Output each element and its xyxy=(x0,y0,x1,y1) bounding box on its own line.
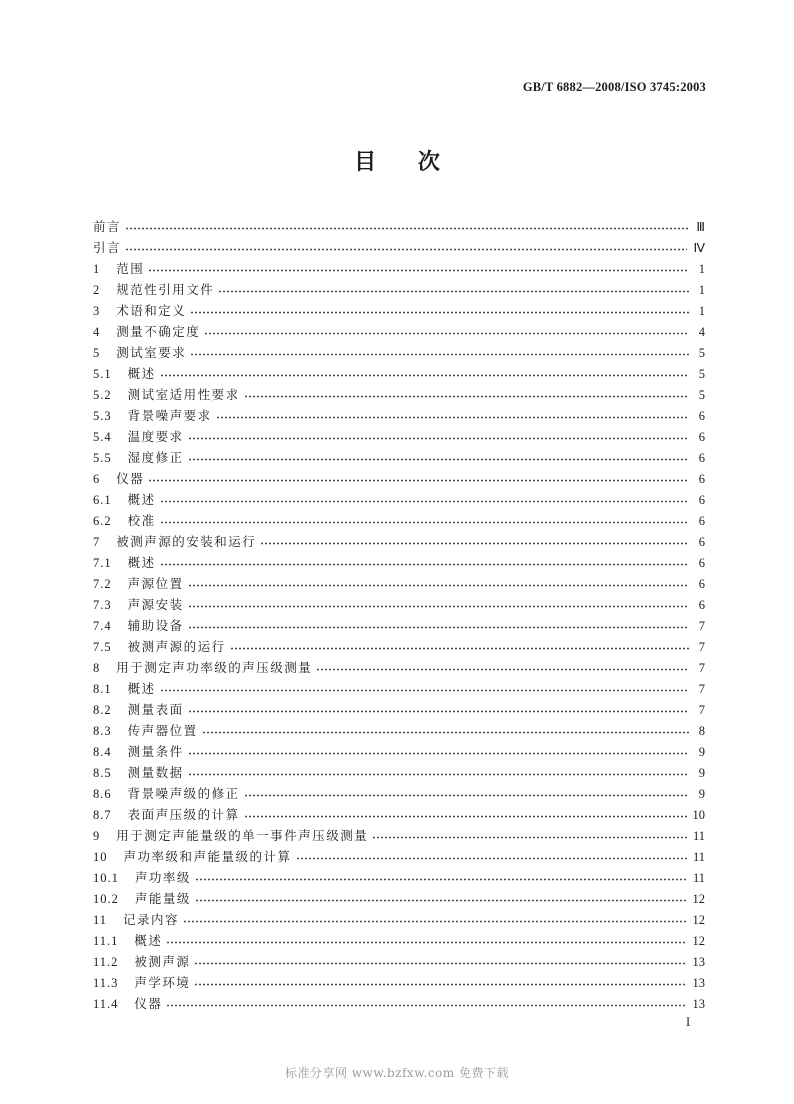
toc-entry xyxy=(93,594,705,615)
toc-entry-page: 6 xyxy=(698,556,705,570)
toc-entry-title: 概述 xyxy=(127,681,156,696)
dot-leader xyxy=(194,961,686,966)
toc-entry-number: 6 xyxy=(93,472,101,486)
toc-entry-number: 8.3 xyxy=(93,724,112,738)
dot-leader xyxy=(190,310,689,315)
toc-entry-number: 5.2 xyxy=(93,388,112,402)
toc-entry xyxy=(93,489,705,510)
toc-entry-number: 7.5 xyxy=(93,640,112,654)
toc-entry-number: 3 xyxy=(93,304,101,318)
toc-entry-page: 10 xyxy=(692,808,705,822)
toc-entry-page: 5 xyxy=(698,367,705,381)
toc-entry-title: 记录内容 xyxy=(123,912,180,927)
toc-entry-number: 5.5 xyxy=(93,451,112,465)
toc-entry-page: 8 xyxy=(698,724,705,738)
dot-leader xyxy=(204,331,689,336)
toc-entry xyxy=(93,888,705,909)
toc-entry-title: 声学环境 xyxy=(134,975,191,990)
dot-leader xyxy=(148,478,689,483)
toc-entry xyxy=(93,342,705,363)
dot-leader xyxy=(316,667,689,672)
toc-entry-title: 引言 xyxy=(93,240,122,255)
toc-entry-page: 9 xyxy=(698,766,705,780)
toc-entry-number: 8.2 xyxy=(93,703,112,717)
toc-entry xyxy=(93,426,705,447)
toc-entry-page: 12 xyxy=(692,934,705,948)
toc-entry xyxy=(93,762,705,783)
dot-leader xyxy=(125,247,687,252)
dot-leader xyxy=(230,646,689,651)
toc-entry-title: 背景噪声级的修正 xyxy=(127,786,240,801)
toc-entry-title: 概述 xyxy=(127,555,156,570)
dot-leader xyxy=(188,604,689,609)
toc-entry xyxy=(93,993,705,1014)
toc-entry-title: 被测声源 xyxy=(134,954,191,969)
toc-entry-title: 传声器位置 xyxy=(127,723,198,738)
toc-entry xyxy=(93,804,705,825)
toc-entry-title: 声源安装 xyxy=(127,597,184,612)
dot-leader xyxy=(160,562,689,567)
toc-entry-title: 术语和定义 xyxy=(116,303,187,318)
toc-entry-title: 校准 xyxy=(127,513,156,528)
toc-entry-title: 背景噪声要求 xyxy=(127,408,212,423)
toc-entry xyxy=(93,216,705,237)
toc-entry-number: 8 xyxy=(93,661,101,675)
toc-entry-title: 表面声压级的计算 xyxy=(127,807,240,822)
dot-leader xyxy=(216,415,689,420)
toc-entry-page: 13 xyxy=(692,997,705,1011)
toc-entry-page: Ⅲ xyxy=(696,220,705,234)
toc-entry-number: 7.3 xyxy=(93,598,112,612)
toc-entry-title: 测量数据 xyxy=(127,765,184,780)
toc-entry-page: 6 xyxy=(698,451,705,465)
toc-entry-number: 6.2 xyxy=(93,514,112,528)
dot-leader xyxy=(188,625,689,630)
dot-leader xyxy=(160,373,689,378)
toc-entry xyxy=(93,930,705,951)
toc-entry-number: 7.1 xyxy=(93,556,112,570)
dot-leader xyxy=(244,394,689,399)
toc-entry-number: 5.1 xyxy=(93,367,112,381)
toc-entry xyxy=(93,384,705,405)
toc-entry-page: 1 xyxy=(698,262,705,276)
toc-entry-number: 7 xyxy=(93,535,101,549)
toc-entry xyxy=(93,447,705,468)
toc-entry xyxy=(93,720,705,741)
toc-entry xyxy=(93,867,705,888)
toc-entry-number: 8.5 xyxy=(93,766,112,780)
dot-leader xyxy=(195,898,687,903)
dot-leader xyxy=(160,688,689,693)
toc-entry-number: 8.1 xyxy=(93,682,112,696)
toc-entry xyxy=(93,279,705,300)
toc-entry-number: 8.4 xyxy=(93,745,112,759)
toc-entry-number: 6.1 xyxy=(93,493,112,507)
dot-leader xyxy=(160,499,689,504)
toc-entry-page: 6 xyxy=(698,598,705,612)
toc-entry xyxy=(93,510,705,531)
toc-entry-title: 测量条件 xyxy=(127,744,184,759)
toc-entry xyxy=(93,972,705,993)
toc-entry-title: 用于测定声能量级的单一事件声压级测量 xyxy=(116,828,369,843)
toc-entry xyxy=(93,468,705,489)
dot-leader xyxy=(195,877,687,882)
toc-entry-title: 仪器 xyxy=(134,996,163,1011)
toc-entry-title: 范围 xyxy=(116,261,145,276)
toc-entry-number: 11.3 xyxy=(93,976,119,990)
toc-entry-title: 前言 xyxy=(93,219,122,234)
dot-leader xyxy=(148,268,689,273)
toc-list xyxy=(93,216,705,1014)
toc-entry-page: 7 xyxy=(698,661,705,675)
toc-entry-number: 8.6 xyxy=(93,787,112,801)
toc-entry-number: 10.1 xyxy=(93,871,119,885)
dot-leader xyxy=(166,940,686,945)
dot-leader xyxy=(190,352,689,357)
toc-entry xyxy=(93,405,705,426)
toc-entry-page: 11 xyxy=(692,829,705,843)
toc-entry-number: 5.4 xyxy=(93,430,112,444)
toc-entry xyxy=(93,657,705,678)
toc-entry xyxy=(93,615,705,636)
toc-entry xyxy=(93,531,705,552)
toc-entry-number: 10.2 xyxy=(93,892,119,906)
toc-entry-title: 声源位置 xyxy=(127,576,184,591)
toc-entry-page: 12 xyxy=(692,913,705,927)
toc-entry-page: 7 xyxy=(698,682,705,696)
toc-entry xyxy=(93,783,705,804)
toc-entry-number: 9 xyxy=(93,829,101,843)
toc-entry-page: 5 xyxy=(698,388,705,402)
toc-entry xyxy=(93,909,705,930)
toc-entry-page: 1 xyxy=(698,304,705,318)
toc-entry-title: 测量不确定度 xyxy=(116,324,201,339)
toc-entry xyxy=(93,741,705,762)
toc-entry-number: 11.2 xyxy=(93,955,119,969)
dot-leader xyxy=(188,709,689,714)
toc-entry xyxy=(93,237,705,258)
dot-leader xyxy=(160,520,689,525)
toc-entry-title: 辅助设备 xyxy=(127,618,184,633)
toc-entry xyxy=(93,636,705,657)
toc-entry-page: 11 xyxy=(692,871,705,885)
toc-entry-title: 声功率级和声能量级的计算 xyxy=(123,849,292,864)
toc-entry-page: 13 xyxy=(692,955,705,969)
dot-leader xyxy=(244,814,687,819)
dot-leader xyxy=(296,856,687,861)
toc-entry-page: 6 xyxy=(698,577,705,591)
toc-entry xyxy=(93,846,705,867)
toc-entry-page: 7 xyxy=(698,640,705,654)
toc-entry-number: 7.2 xyxy=(93,577,112,591)
toc-entry xyxy=(93,363,705,384)
watermark: 标准分享网 www.bzfxw.com 免费下载 xyxy=(284,1066,510,1080)
toc-entry-page: 7 xyxy=(698,619,705,633)
toc-entry xyxy=(93,699,705,720)
toc-entry-page: Ⅳ xyxy=(693,241,705,255)
dot-leader xyxy=(218,289,689,294)
toc-entry-title: 概述 xyxy=(134,933,163,948)
toc-entry xyxy=(93,825,705,846)
dot-leader xyxy=(188,457,689,462)
toc-entry-number: 4 xyxy=(93,325,101,339)
dot-leader xyxy=(166,1003,686,1008)
dot-leader xyxy=(372,835,687,840)
dot-leader xyxy=(125,226,689,231)
dot-leader xyxy=(188,772,689,777)
toc-entry-page: 4 xyxy=(698,325,705,339)
toc-entry-page: 5 xyxy=(698,346,705,360)
toc-entry-title: 被测声源的运行 xyxy=(127,639,226,654)
toc-entry-page: 6 xyxy=(698,430,705,444)
toc-entry-title: 温度要求 xyxy=(127,429,184,444)
dot-leader xyxy=(260,541,689,546)
toc-entry-number: 8.7 xyxy=(93,808,112,822)
toc-entry-page: 6 xyxy=(698,493,705,507)
toc-entry-page: 13 xyxy=(692,976,705,990)
toc-entry-page: 9 xyxy=(698,745,705,759)
page-title: 目 次 xyxy=(354,149,440,175)
toc-entry-title: 用于测定声功率级的声压级测量 xyxy=(116,660,313,675)
toc-entry-title: 概述 xyxy=(127,492,156,507)
toc-entry xyxy=(93,300,705,321)
toc-entry-page: 6 xyxy=(698,472,705,486)
toc-entry-title: 湿度修正 xyxy=(127,450,184,465)
standard-code-header: GB/T 6882—2008/ISO 3745:2003 xyxy=(522,80,706,94)
toc-entry-number: 11.1 xyxy=(93,934,119,948)
dot-leader xyxy=(188,583,689,588)
toc-entry-page: 6 xyxy=(698,535,705,549)
toc-entry-page: 6 xyxy=(698,409,705,423)
page-number: I xyxy=(686,1015,691,1029)
toc-entry-page: 6 xyxy=(698,514,705,528)
toc-entry-title: 被测声源的安装和运行 xyxy=(116,534,257,549)
toc-entry-title: 规范性引用文件 xyxy=(116,282,215,297)
toc-entry-title: 声功率级 xyxy=(134,870,191,885)
toc-entry-title: 测试室适用性要求 xyxy=(127,387,240,402)
dot-leader xyxy=(183,919,686,924)
toc-entry xyxy=(93,573,705,594)
toc-entry xyxy=(93,678,705,699)
dot-leader xyxy=(194,982,686,987)
toc-entry-number: 2 xyxy=(93,283,101,297)
toc-entry-title: 测试室要求 xyxy=(116,345,187,360)
toc-entry-number: 10 xyxy=(93,850,108,864)
toc-entry-page: 7 xyxy=(698,703,705,717)
toc-entry-number: 5.3 xyxy=(93,409,112,423)
toc-entry-title: 声能量级 xyxy=(134,891,191,906)
toc-entry-page: 9 xyxy=(698,787,705,801)
dot-leader xyxy=(202,730,689,735)
toc-entry-page: 1 xyxy=(698,283,705,297)
toc-entry-number: 7.4 xyxy=(93,619,112,633)
toc-entry xyxy=(93,552,705,573)
toc-entry-number: 1 xyxy=(93,262,101,276)
toc-entry xyxy=(93,258,705,279)
toc-entry-number: 11 xyxy=(93,913,108,927)
dot-leader xyxy=(244,793,689,798)
toc-entry-page: 12 xyxy=(692,892,705,906)
toc-entry xyxy=(93,321,705,342)
toc-entry-title: 测量表面 xyxy=(127,702,184,717)
toc-entry-number: 11.4 xyxy=(93,997,119,1011)
toc-entry-page: 11 xyxy=(692,850,705,864)
toc-entry-title: 概述 xyxy=(127,366,156,381)
dot-leader xyxy=(188,436,689,441)
toc-entry xyxy=(93,951,705,972)
toc-entry-title: 仪器 xyxy=(116,471,145,486)
toc-entry-number: 5 xyxy=(93,346,101,360)
dot-leader xyxy=(188,751,689,756)
